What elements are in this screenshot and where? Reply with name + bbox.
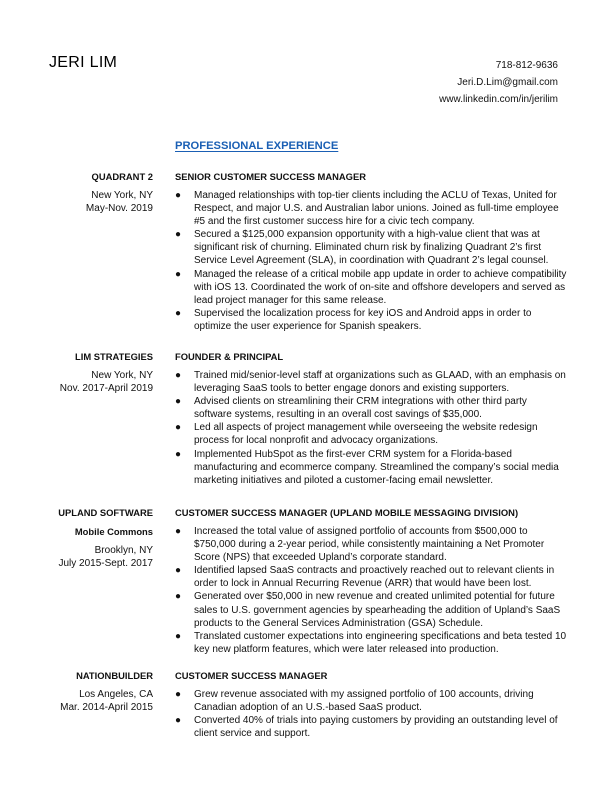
company-division: Mobile Commons — [74, 526, 153, 537]
bullet-icon: ● — [175, 190, 182, 201]
bullet-text: Trained mid/senior-level staff at organizations such as GLAAD, with an emphasis on leveraging SaaS tools to better engage donors and existing supporters. — [194, 370, 566, 395]
bullet-text: Led all aspects of project management while overseeing the website redesign process for local nonprofit and advocacy organizations. — [194, 422, 538, 447]
bullet-text: Implemented HubSpot as the first-ever CRM system for a Florida-based manufacturing and ecommerce company. Streamlined the company’s social media marketing initiatives and piloted a customer-facing email newsletter. — [194, 448, 559, 486]
job-details — [175, 669, 567, 740]
bullet-text: Advised clients on streamlining their CRM integrations with other third party software systems, resulting in an overall cost savings of $35,000. — [194, 396, 527, 421]
bullet-item — [175, 228, 567, 267]
bullet-icon: ● — [175, 370, 182, 381]
job-dates: Mar. 2014-April 2015 — [60, 702, 153, 713]
job-details — [175, 350, 567, 487]
linkedin-url[interactable]: www.linkedin.com/in/jerilim — [439, 94, 558, 105]
company-name: LIM STRATEGIES — [75, 351, 153, 362]
job-title: SENIOR CUSTOMER SUCCESS MANAGER — [175, 171, 366, 182]
bullet-item — [175, 189, 567, 228]
bullet-icon: ● — [175, 307, 182, 319]
email-address[interactable]: Jeri.D.Lim@gmail.com — [457, 77, 558, 88]
job-dates: May-Nov. 2019 — [85, 203, 153, 214]
bullet-text: Managed the release of a critical mobile app update in order to achieve compatibility with iOS 13. Coordinated the work of on-site and offshore developers and served as lead project manager for this same release. — [194, 268, 567, 306]
job-details — [175, 170, 567, 333]
bullet-icon: ● — [175, 526, 182, 537]
bullet-text: Translated customer expectations into engineering specifications and beta tested 10 key new platform features, which were later released into production. — [194, 630, 567, 655]
bullet-icon: ● — [175, 630, 182, 642]
bullet-item — [175, 395, 567, 421]
bullet-item — [175, 421, 567, 447]
job-location: Brooklyn, NY — [94, 545, 153, 556]
bullet-icon: ● — [175, 396, 182, 408]
contact-block — [439, 57, 558, 108]
bullet-item — [175, 307, 567, 333]
job-meta — [40, 506, 153, 570]
candidate-name: JERI LIM — [49, 54, 118, 71]
bullet-icon: ● — [175, 448, 182, 460]
job-dates: July 2015-Sept. 2017 — [58, 558, 153, 569]
job-title: CUSTOMER SUCCESS MANAGER (UPLAND MOBILE MESSAGING DIVISION) — [175, 507, 519, 518]
bullet-icon: ● — [175, 689, 182, 700]
job-location: New York, NY — [91, 190, 153, 201]
bullet-text: Generated over $50,000 in new revenue and created unlimited potential for future sales to U.S. government agencies by spearheading the addition of Upland’s SaaS products to the General Services Administration (GSA) Schedule. — [194, 591, 561, 629]
bullet-text: Grew revenue associated with my assigned portfolio of 100 accounts, driving Canadian adoption of an U.S.-based SaaS product. — [194, 689, 534, 714]
bullet-item — [175, 564, 567, 590]
job-details — [175, 506, 567, 656]
bullet-list — [175, 369, 567, 487]
bullet-icon: ● — [175, 715, 182, 727]
bullet-icon: ● — [175, 565, 182, 577]
bullet-icon: ● — [175, 591, 182, 603]
bullet-item — [175, 688, 567, 714]
bullet-text: Supervised the localization process for key iOS and Android apps in order to optimize the user experience for Spanish speakers. — [194, 307, 532, 332]
bullet-icon: ● — [175, 422, 182, 434]
company-name: UPLAND SOFTWARE — [58, 507, 153, 518]
job-meta — [40, 170, 153, 215]
job-location: Los Angeles, CA — [79, 689, 153, 700]
bullet-text: Managed relationships with top-tier clients including the ACLU of Texas, United for Respect, and major U.S. and Australian labor unions. Joined as full-time employee #5 and the first customer success hire for a civic tech company. — [194, 190, 559, 228]
company-name: QUADRANT 2 — [91, 171, 153, 182]
bullet-item — [175, 268, 567, 307]
company-name: NATIONBUILDER — [76, 670, 153, 681]
bullet-item — [175, 369, 567, 395]
job-dates: Nov. 2017-April 2019 — [59, 383, 153, 394]
bullet-list — [175, 525, 567, 656]
bullet-item — [175, 448, 567, 487]
job-title: CUSTOMER SUCCESS MANAGER — [175, 670, 328, 681]
job-meta — [40, 350, 153, 395]
bullet-item — [175, 630, 567, 656]
bullet-list — [175, 189, 567, 333]
job-title: FOUNDER & PRINCIPAL — [175, 351, 284, 362]
bullet-icon: ● — [175, 229, 182, 241]
phone-number: 718-812-9636 — [495, 60, 558, 71]
bullet-item — [175, 525, 567, 564]
section-title-experience: PROFESSIONAL EXPERIENCE — [175, 140, 339, 152]
bullet-item — [175, 590, 567, 629]
bullet-text: Increased the total value of assigned portfolio of accounts from $500,000 to $750,000 during a 2-year period, while consistently maintaining a Net Promoter Score (NPS) that exceeded Upland’s corporate standard. — [194, 526, 545, 564]
bullet-text: Secured a $125,000 expansion opportunity with a high-value client that was at significant risk of churning. Eliminated churn risk by finalizing Quadrant 2’s first Service Level Agreement (SLA), in coordination with Quadrant 2’s legal counsel. — [194, 229, 549, 267]
bullet-text: Converted 40% of trials into paying customers by providing an outstanding level of client service and support. — [194, 715, 558, 740]
bullet-icon: ● — [175, 268, 182, 280]
bullet-list — [175, 688, 567, 740]
bullet-text: Identified lapsed SaaS contracts and proactively reached out to relevant clients in order to lock in Annual Recurring Revenue (ARR) that would have been lost. — [194, 565, 555, 590]
job-meta — [40, 669, 153, 714]
bullet-item — [175, 714, 567, 740]
job-location: New York, NY — [91, 370, 153, 381]
